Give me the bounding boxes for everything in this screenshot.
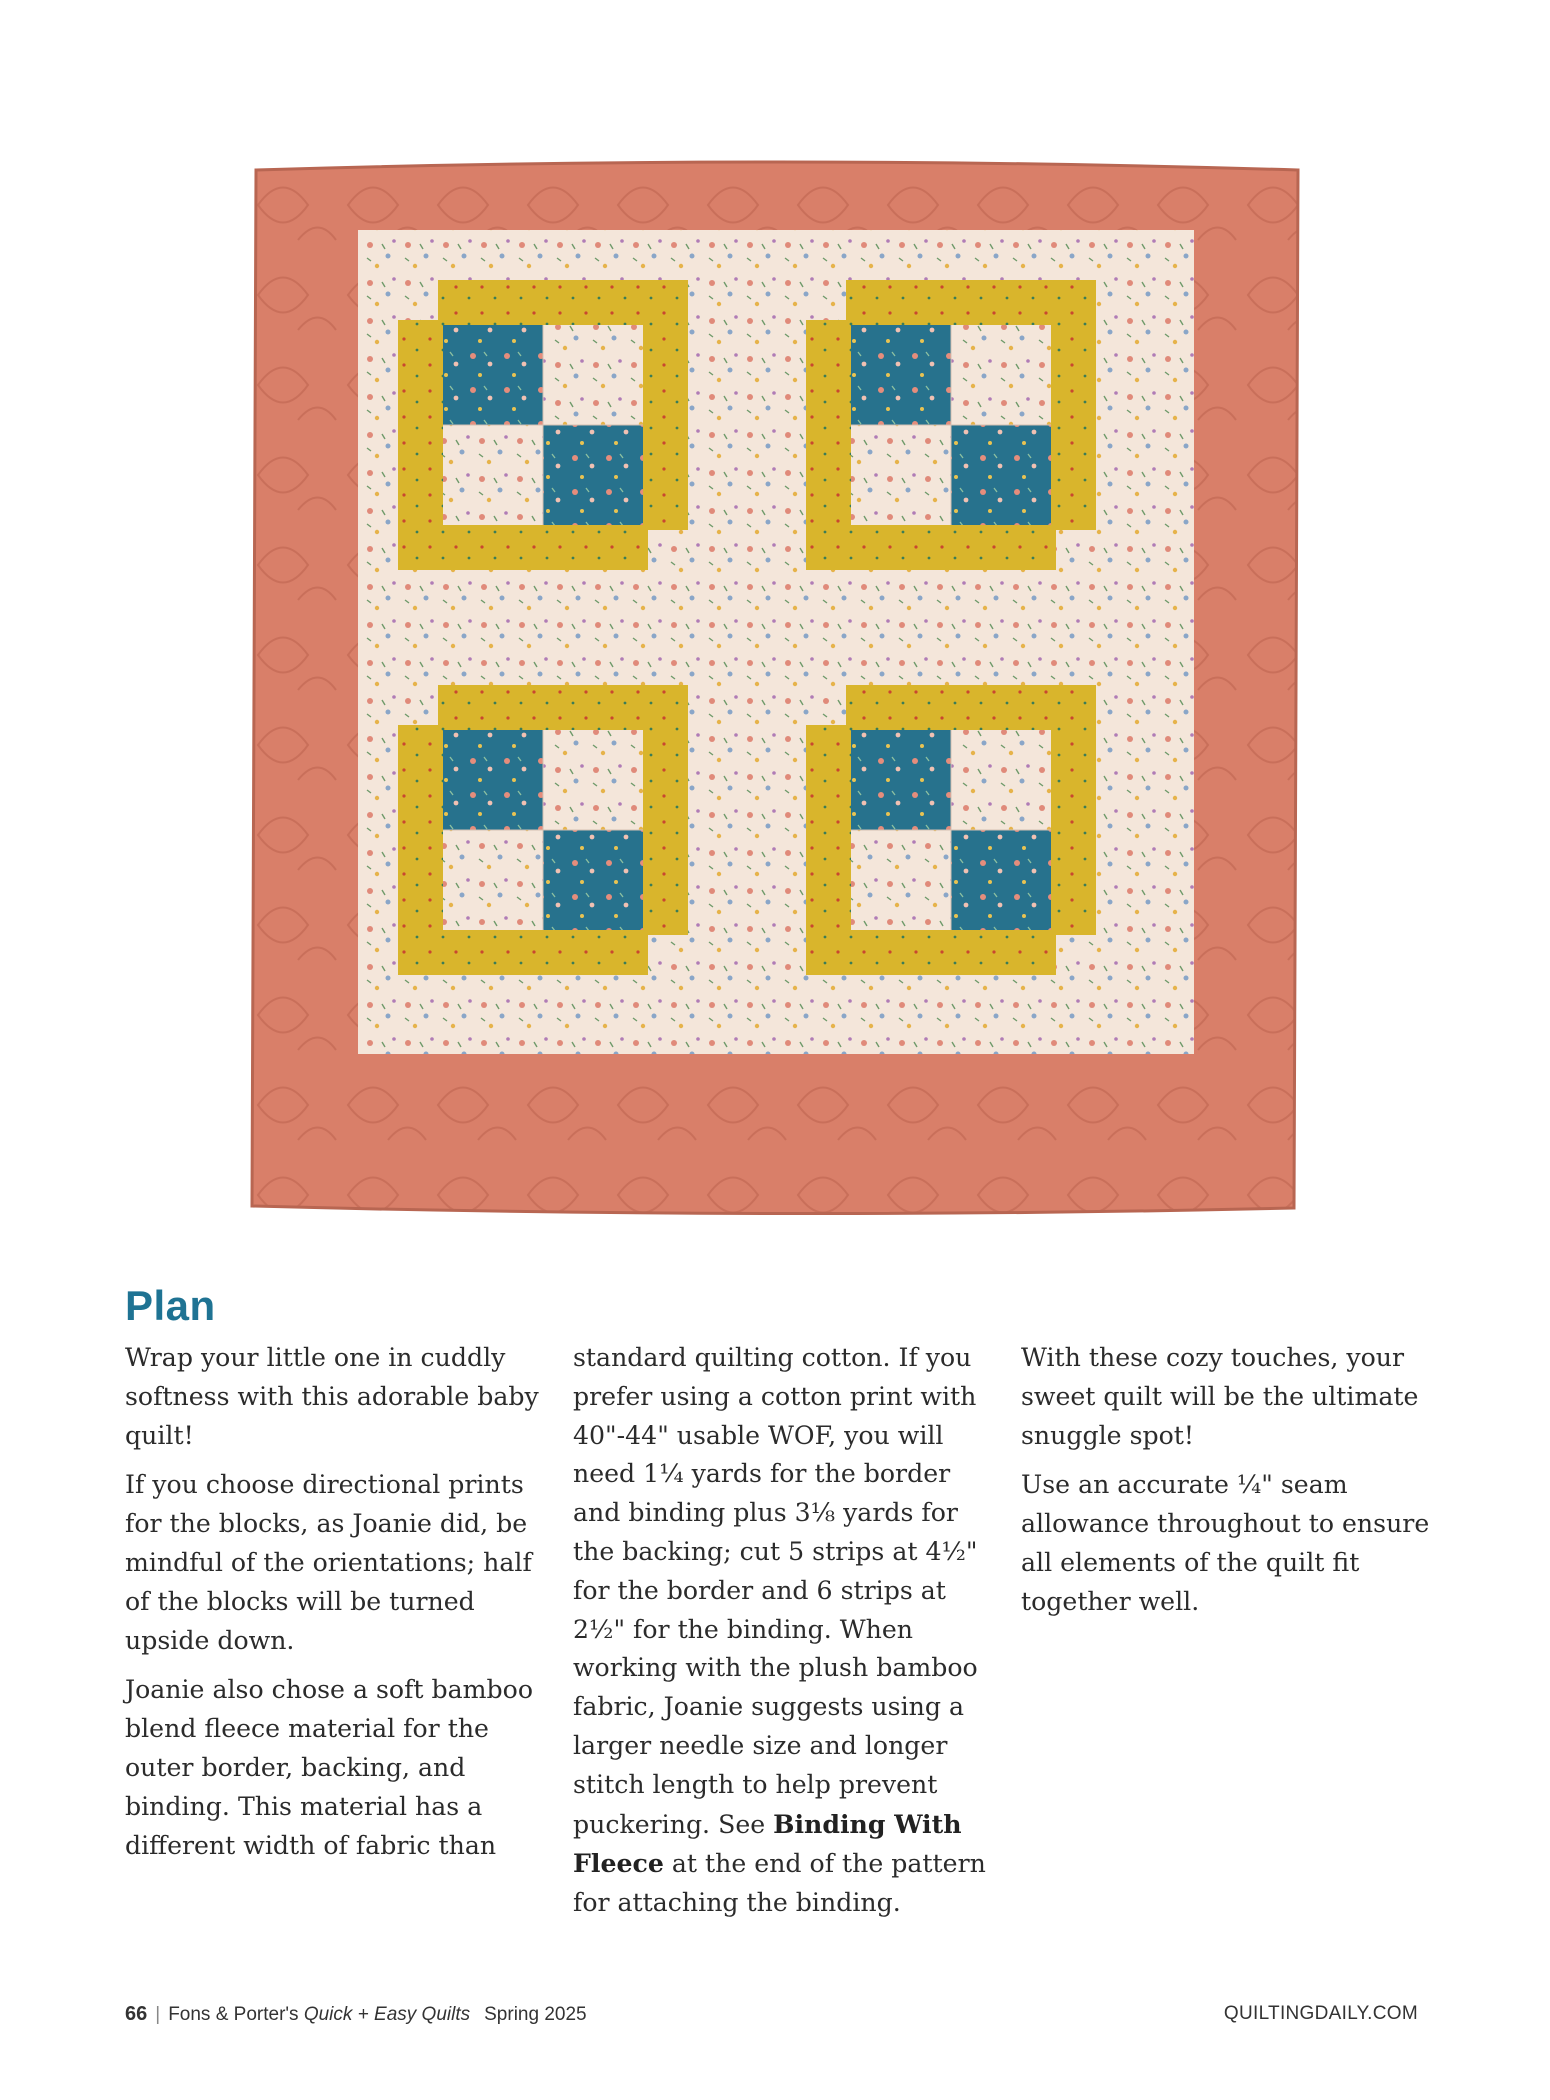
intro-paragraph: Wrap your little one in cuddly softness with this adorable baby quilt! — [125, 1343, 539, 1450]
footer-separator: | — [155, 2004, 161, 2025]
text-column-3 — [1021, 1339, 1439, 1633]
paragraph-text-end: at the end of the pattern for attaching the binding. — [573, 1849, 986, 1918]
quilt-photo — [248, 160, 1306, 1215]
fleece-paragraph: Joanie also chose a soft bamboo blend fleece material for the outer border, backing, and binding. This material has a different width of fabric than — [125, 1675, 534, 1860]
cozy-touches-paragraph: With these cozy touches, your sweet quilt will be the ultimate snuggle spot! — [1021, 1343, 1419, 1450]
section-title: Plan — [125, 1282, 216, 1329]
cotton-alternative-paragraph — [573, 1339, 991, 1923]
text-column-2 — [573, 1339, 991, 1934]
issue-date: Spring 2025 — [484, 2004, 587, 2025]
footer-left — [125, 2003, 587, 2026]
website-url: QUILTINGDAILY.COM — [1223, 2003, 1418, 2024]
publication-title: Quick + Easy Quilts — [303, 2004, 471, 2025]
page-number: 66 — [125, 2003, 148, 2025]
publication-prefix: Fons & Porter's — [168, 2004, 304, 2025]
binding-with-fleece-reference: Binding With Fleece — [573, 1808, 962, 1879]
directional-prints-paragraph: If you choose directional prints for the blocks, as Joanie did, be mindful of the orientations; half of the blocks will be turned upside down. — [125, 1470, 532, 1655]
paragraph-text-start: standard quilting cotton. If you prefer using a cotton print with 40"-44" usable WOF, you will need 1¼ yards for the border and binding plus 3⅛ yards for the backing; cut 5 strips at 4½" for the border and 6 strips at 2½" for the binding. When working with the plush bamboo fabric, Joanie suggests using a larger needle size and longer stitch length to help prevent puckering. See — [573, 1343, 978, 1839]
seam-allowance-paragraph: Use an accurate ¼" seam allowance throughout to ensure all elements of the quilt fit together well. — [1021, 1470, 1430, 1616]
text-column-1 — [125, 1339, 543, 1876]
